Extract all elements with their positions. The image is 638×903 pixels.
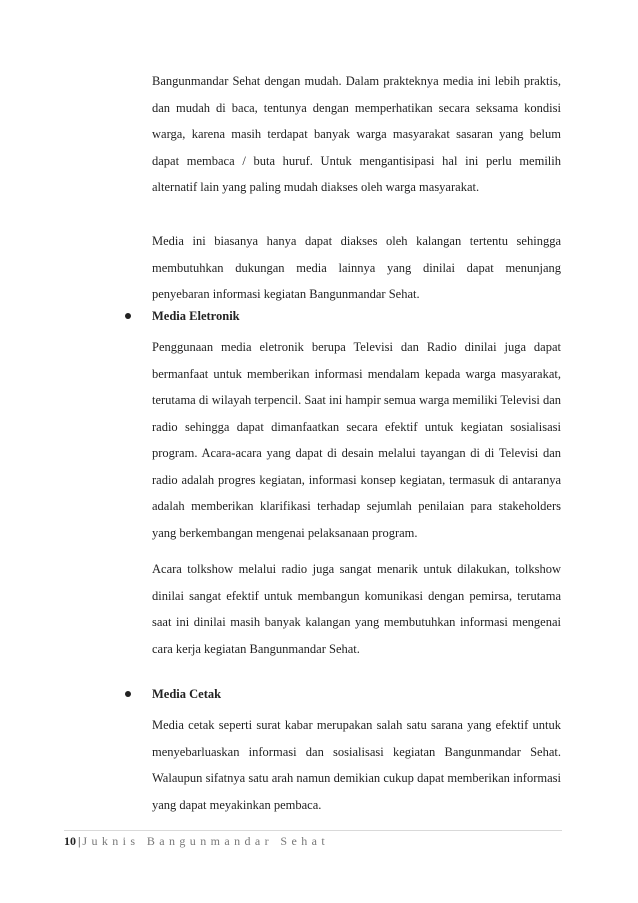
- footer-separator: |: [78, 834, 81, 848]
- paragraph-media-cetak: Media cetak seperti surat kabar merupakan salah satu sarana yang efektif untuk menyebarluaskan informasi dan sosialisasi kegiatan Bangunmandar Sehat. Walaupun sifatnya satu arah namun demikian cukup dapat memberikan informasi yang dapat meyakinkan pembaca.: [152, 718, 561, 812]
- paragraph-talkshow: Acara tolkshow melalui radio juga sangat menarik untuk dilakukan, tolkshow dinilai sangat efektif untuk membangun komunikasi dengan pemirsa, terutama saat ini dinilai masih banyak kalangan yang membutuhkan informasi mengenai cara kerja kegiatan Bangunmandar Sehat.: [152, 562, 561, 656]
- page-footer: [64, 833, 329, 849]
- bullet-dot-icon: [125, 691, 131, 697]
- paragraph-intro-continued: Bangunmandar Sehat dengan mudah. Dalam prakteknya media ini lebih praktis, dan mudah di baca, tentunya dengan memperhatikan secara seksama kondisi warga, karena masih terdapat banyak warga masyarakat sasaran yang belum dapat membaca / buta huruf. Untuk mengantisipasi hal ini perlu memilih alternatif lain yang paling mudah diakses oleh warga masyarakat.: [152, 74, 561, 194]
- footer-divider: [64, 830, 562, 831]
- bullet-heading: Media Cetak: [152, 687, 222, 701]
- page-number: 10: [64, 834, 76, 848]
- paragraph-media-eletronik: Penggunaan media eletronik berupa Televisi dan Radio dinilai juga dapat bermanfaat untuk memberikan informasi mendalam kepada warga masyarakat, terutama di wilayah terpencil. Saat ini hampir semua warga memiliki Televisi dan radio sehingga dapat dimanfaatkan secara efektif untuk kegiatan sosialisasi program. Acara-acara yang dapat di desain melalui tayangan di di Televisi dan radio adalah progres kegiatan, informasi konsep kegiatan, termasuk di antaranya adalah memberikan klarifikasi terhadap sejumlah penilaian para stakeholders yang berkembangan mengenai pelaksanaan program.: [152, 340, 561, 540]
- bullet-dot-icon: [125, 313, 131, 319]
- footer-document-title: Juknis Bangunmandar Sehat: [82, 834, 330, 848]
- bullet-heading: Media Eletronik: [152, 309, 240, 323]
- paragraph-media-access: Media ini biasanya hanya dapat diakses oleh kalangan tertentu sehingga membutuhkan dukungan media lainnya yang dinilai dapat menunjang penyebaran informasi kegiatan Bangunmandar Sehat.: [152, 234, 561, 301]
